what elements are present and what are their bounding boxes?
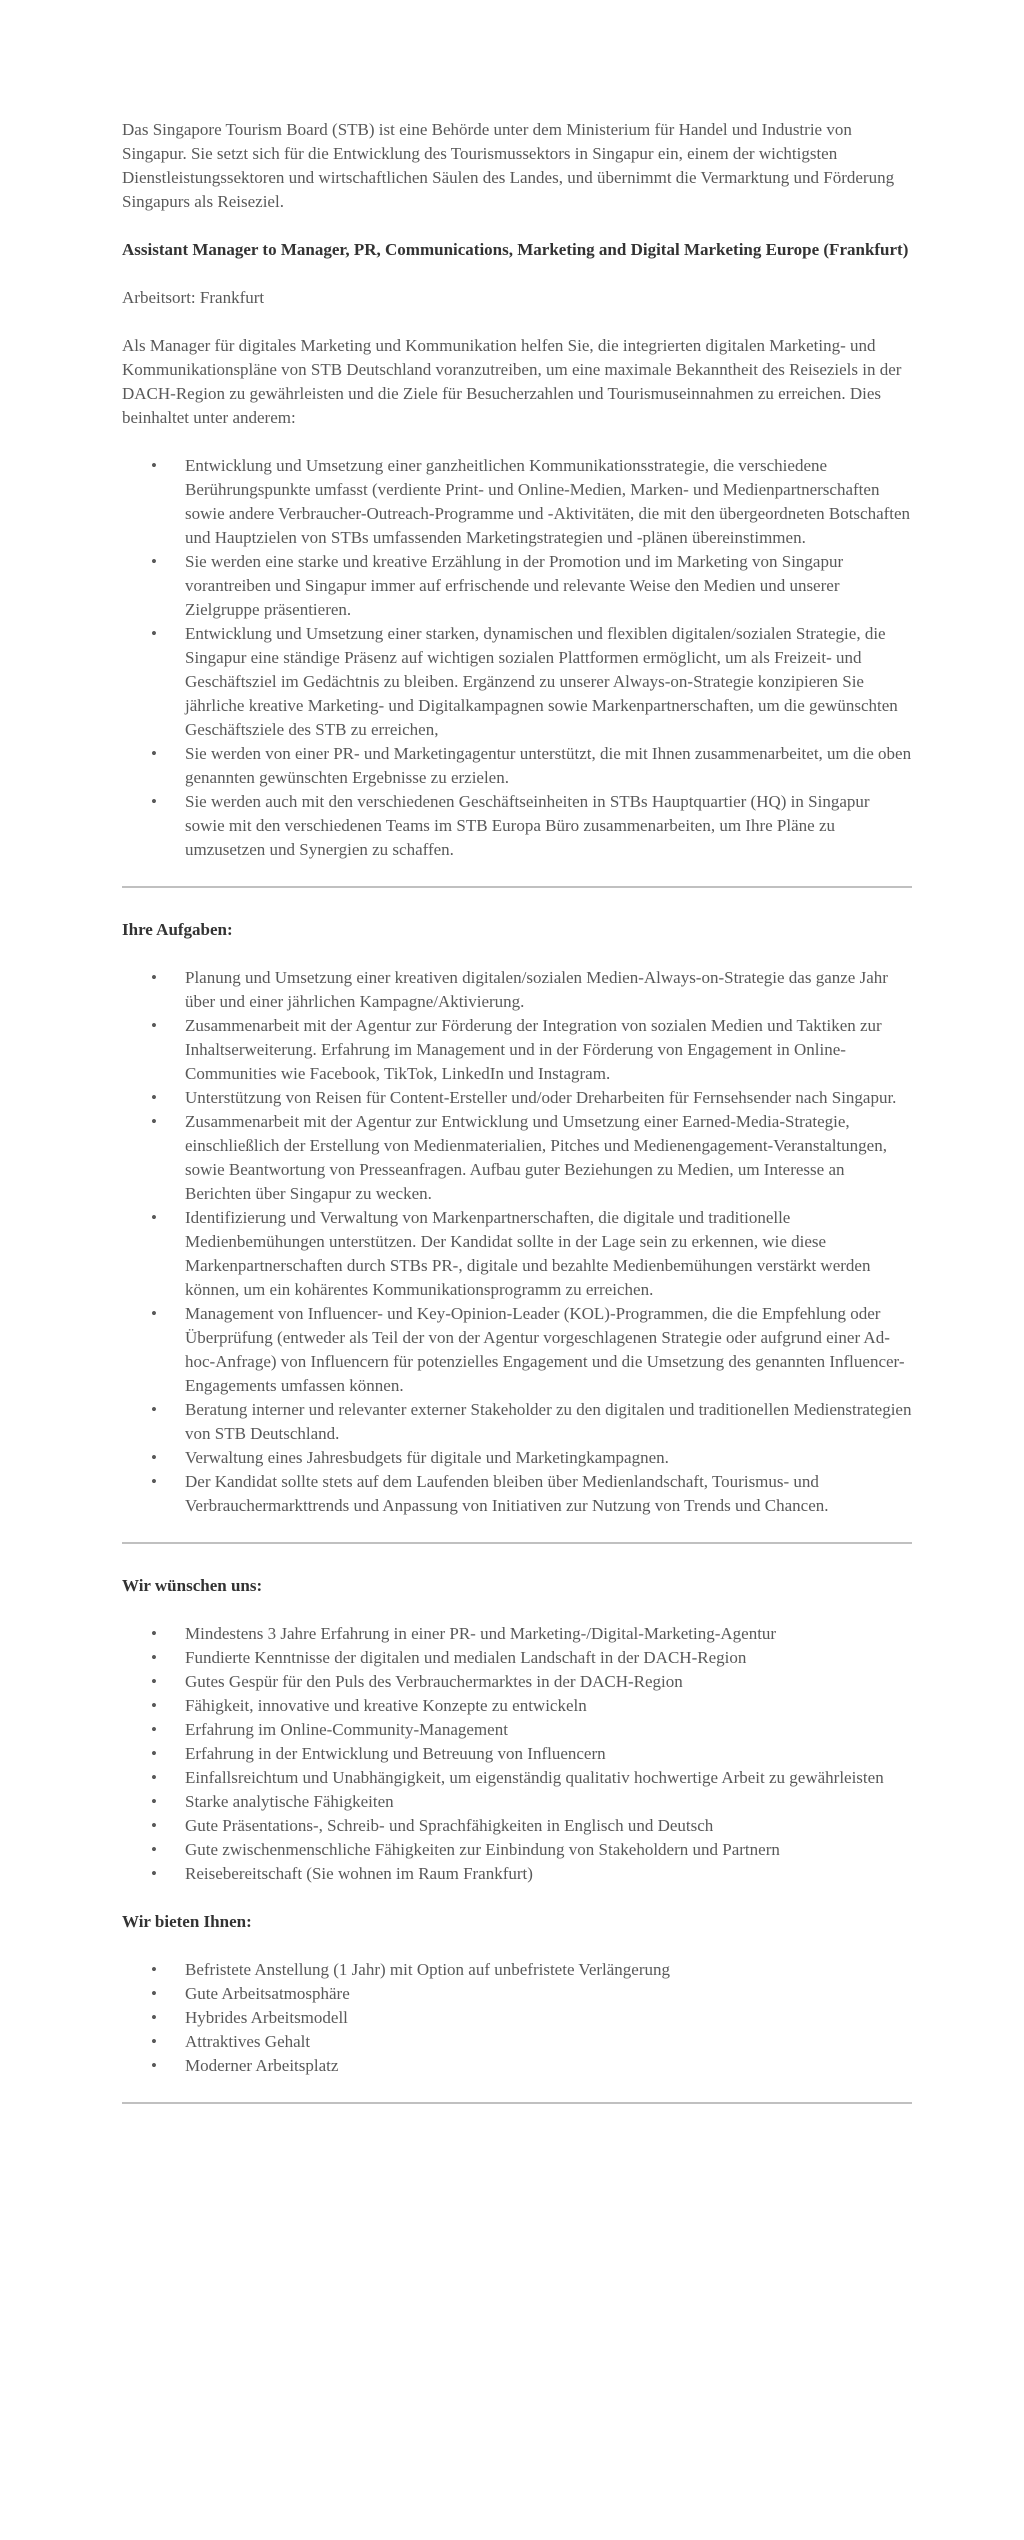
job-location: Arbeitsort: Frankfurt bbox=[122, 288, 265, 307]
wishes-list bbox=[122, 1622, 912, 1886]
list-item: • Fundierte Kenntnisse der digitalen und medialen Landschaft in der DACH-Region bbox=[122, 1646, 912, 1670]
section-divider bbox=[122, 2102, 912, 2104]
list-item: • Sie werden eine starke und kreative Erzählung in der Promotion und im Marketing von Singapur vorantreiben und Singapur immer auf erfrischende und relevante Weise den Medien und unserer Zielgruppe präsentieren. bbox=[122, 550, 912, 622]
job-title: Assistant Manager to Manager, PR, Communications, Marketing and Digital Marketing Europe (Frankfurt) bbox=[122, 240, 909, 259]
tasks-heading: Ihre Aufgaben: bbox=[122, 920, 233, 939]
section-divider bbox=[122, 886, 912, 888]
offers-list bbox=[122, 1958, 912, 2078]
list-item: • Identifizierung und Verwaltung von Markenpartnerschaften, die digitale und traditionelle Medienbemühungen unterstützen. Der Kandidat sollte in der Lage sein zu erkennen, wie diese Markenpartnerschaften durch STBs PR-, digitale und bezahlte Medienbemühungen verstärkt werden können, um ein kohärentes Kommunikationsprogramm zu erreichen. bbox=[122, 1206, 912, 1302]
list-item: • Attraktives Gehalt bbox=[122, 2030, 912, 2054]
list-item: • Gute zwischenmenschliche Fähigkeiten zur Einbindung von Stakeholdern und Partnern bbox=[122, 1838, 912, 1862]
list-item: • Fähigkeit, innovative und kreative Konzepte zu entwickeln bbox=[122, 1694, 912, 1718]
list-item: • Mindestens 3 Jahre Erfahrung in einer PR- und Marketing-/Digital-Marketing-Agentur bbox=[122, 1622, 912, 1646]
list-item: • Starke analytische Fähigkeiten bbox=[122, 1790, 912, 1814]
list-item: • Moderner Arbeitsplatz bbox=[122, 2054, 912, 2078]
list-item: • Gutes Gespür für den Puls des Verbrauchermarktes in der DACH-Region bbox=[122, 1670, 912, 1694]
list-item: • Sie werden von einer PR- und Marketingagentur unterstützt, die mit Ihnen zusammenarbeitet, um die oben genannten gewünschten Ergebnisse zu erzielen. bbox=[122, 742, 912, 790]
section-divider bbox=[122, 1542, 912, 1544]
list-item: • Erfahrung in der Entwicklung und Betreuung von Influencern bbox=[122, 1742, 912, 1766]
list-item: • Beratung interner und relevanter externer Stakeholder zu den digitalen und traditionellen Medienstrategien von STB Deutschland. bbox=[122, 1398, 912, 1446]
list-item: • Entwicklung und Umsetzung einer starken, dynamischen und flexiblen digitalen/sozialen Strategie, die Singapur eine ständige Präsenz auf wichtigen sozialen Plattformen ermöglicht, um als Freizeit- und Geschäftsziel im Gedächtnis zu bleiben. Ergänzend zu unserer Always-on-Strategie konzipieren Sie jährliche kreative Marketing- und Digitalkampagnen sowie Markenpartnerschaften, um die gewünschten Geschäftsziele des STB zu erreichen, bbox=[122, 622, 912, 742]
list-item: • Zusammenarbeit mit der Agentur zur Förderung der Integration von sozialen Medien und Taktiken zur Inhaltserweiterung. Erfahrung im Management und in der Förderung von Engagement in Online-Communities wie Facebook, TikTok, LinkedIn und Instagram. bbox=[122, 1014, 912, 1086]
list-item: • Einfallsreichtum und Unabhängigkeit, um eigenständig qualitativ hochwertige Arbeit zu gewährleisten bbox=[122, 1766, 912, 1790]
list-item: • Befristete Anstellung (1 Jahr) mit Option auf unbefristete Verlängerung bbox=[122, 1958, 912, 1982]
list-item: • Hybrides Arbeitsmodell bbox=[122, 2006, 912, 2030]
list-item: • Der Kandidat sollte stets auf dem Laufenden bleiben über Medienlandschaft, Tourismus- und Verbrauchermarkttrends und Anpassung von Initiativen zur Nutzung von Trends und Chancen. bbox=[122, 1470, 912, 1518]
lead-paragraph: Als Manager für digitales Marketing und Kommunikation helfen Sie, die integrierten digitalen Marketing- und Kommunikationspläne von STB Deutschland voranzutreiben, um eine maximale Bekanntheit des Reiseziels in der DACH-Region zu gewährleisten und die Ziele für Besucherzahlen und Tourismuseinnahmen zu erreichen. Dies beinhaltet unter anderem: bbox=[122, 336, 902, 427]
list-item: • Sie werden auch mit den verschiedenen Geschäftseinheiten in STBs Hauptquartier (HQ) in Singapur sowie mit den verschiedenen Teams im STB Europa Büro zusammenarbeiten, um Ihre Pläne zu umzusetzen und Synergien zu schaffen. bbox=[122, 790, 912, 862]
list-item: • Planung und Umsetzung einer kreativen digitalen/sozialen Medien-Always-on-Strategie das ganze Jahr über und einer jährlichen Kampagne/Aktivierung. bbox=[122, 966, 912, 1014]
tasks-list bbox=[122, 966, 912, 1518]
intro-paragraph: Das Singapore Tourism Board (STB) ist eine Behörde unter dem Ministerium für Handel und Industrie von Singapur. Sie setzt sich für die Entwicklung des Tourismussektors in Singapur ein, einem der wichtigsten Dienstleistungssektoren und wirtschaftlichen Säulen des Landes, und übernimmt die Vermarktung und Förderung Singapurs als Reiseziel. bbox=[122, 120, 895, 211]
list-item: • Management von Influencer- und Key-Opinion-Leader (KOL)-Programmen, die die Empfehlung oder Überprüfung (entweder als Teil der von der Agentur vorgeschlagenen Strategie oder aufgrund einer Ad-hoc-Anfrage) von Influencern für potenzielles Engagement und die Umsetzung des genannten Influencer-Engagements umfassen können. bbox=[122, 1302, 912, 1398]
offers-heading: Wir bieten Ihnen: bbox=[122, 1912, 252, 1931]
list-item: • Gute Präsentations-, Schreib- und Sprachfähigkeiten in Englisch und Deutsch bbox=[122, 1814, 912, 1838]
list-item: • Unterstützung von Reisen für Content-Ersteller und/oder Dreharbeiten für Fernsehsender nach Singapur. bbox=[122, 1086, 912, 1110]
list-item: • Entwicklung und Umsetzung einer ganzheitlichen Kommunikationsstrategie, die verschiedene Berührungspunkte umfasst (verdiente Print- und Online-Medien, Marken- und Medienpartnerschaften sowie andere Verbraucher-Outreach-Programme und -Aktivitäten, die mit den übergeordneten Botschaften und Hauptzielen von STBs umfassenden Marketingstrategien und -plänen übereinstimmen. bbox=[122, 454, 912, 550]
intro-responsibilities-list bbox=[122, 454, 912, 862]
wishes-heading: Wir wünschen uns: bbox=[122, 1576, 263, 1595]
list-item: • Gute Arbeitsatmosphäre bbox=[122, 1982, 912, 2006]
list-item: • Zusammenarbeit mit der Agentur zur Entwicklung und Umsetzung einer Earned-Media-Strategie, einschließlich der Erstellung von Medienmaterialien, Pitches und Medienengagement-Veranstaltungen, sowie Beantwortung von Presseanfragen. Aufbau guter Beziehungen zu Medien, um Interesse an Berichten über Singapur zu wecken. bbox=[122, 1110, 912, 1206]
list-item: • Verwaltung eines Jahresbudgets für digitale und Marketingkampagnen. bbox=[122, 1446, 912, 1470]
list-item: • Reisebereitschaft (Sie wohnen im Raum Frankfurt) bbox=[122, 1862, 912, 1886]
list-item: • Erfahrung im Online-Community-Management bbox=[122, 1718, 912, 1742]
job-posting-content bbox=[122, 118, 912, 2104]
